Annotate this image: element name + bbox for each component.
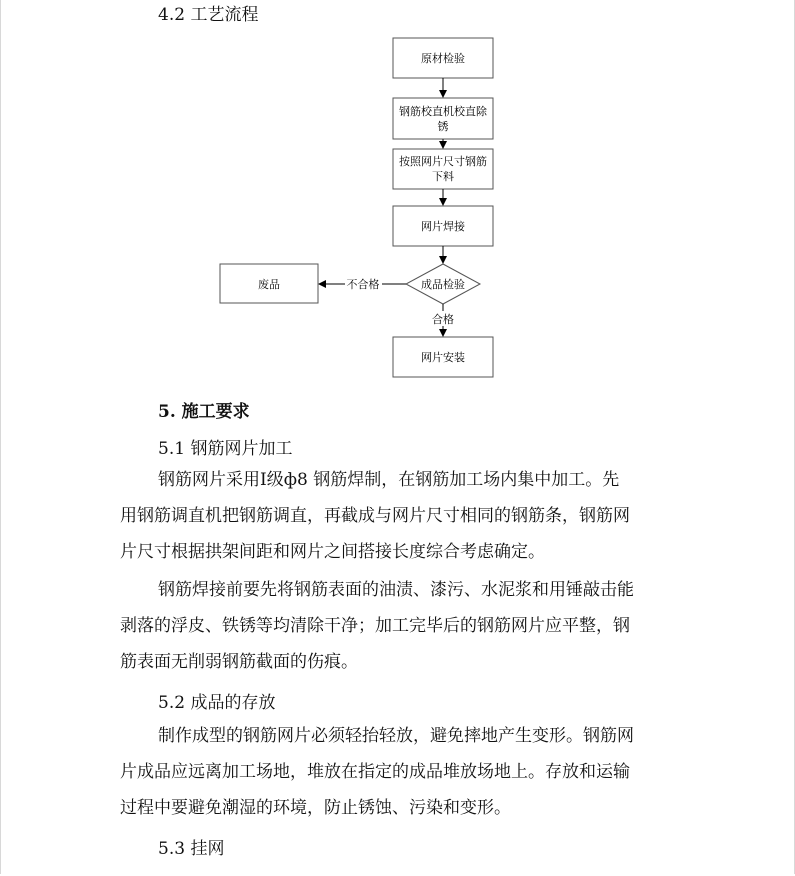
flow-label-straightening-2: 锈 bbox=[437, 120, 449, 133]
paragraph-line: 用钢筋调直机把钢筋调直，再截成与网片尺寸相同的钢筋条，钢筋网 bbox=[120, 506, 630, 526]
section-5-1-heading: 5.1 钢筋网片加工 bbox=[158, 439, 293, 459]
paragraph-line: 剥落的浮皮、铁锈等均清除干净；加工完毕后的钢筋网片应平整，钢 bbox=[120, 616, 630, 636]
flow-label-installation: 网片安装 bbox=[421, 351, 465, 364]
paragraph-line: 过程中要避免潮湿的环境，防止锈蚀、污染和变形。 bbox=[120, 798, 511, 818]
flow-label-straightening-1: 钢筋校直机校直除 bbox=[399, 105, 487, 118]
paragraph-5-2 bbox=[120, 718, 680, 826]
flow-label-pass: 合格 bbox=[432, 313, 454, 326]
flow-label-reject: 废品 bbox=[258, 278, 280, 291]
flow-label-fail: 不合格 bbox=[346, 278, 380, 291]
section-5-heading: 5. 施工要求 bbox=[158, 402, 250, 422]
section-5-3-heading: 5.3 挂网 bbox=[158, 839, 225, 859]
section-4-2-heading: 4.2 工艺流程 bbox=[158, 5, 259, 25]
flow-label-cutting-2: 下料 bbox=[432, 170, 454, 183]
section-5-2-heading: 5.2 成品的存放 bbox=[158, 693, 276, 713]
flow-label-raw-material-inspection: 原材检验 bbox=[421, 52, 465, 65]
flow-label-cutting-1: 按照网片尺寸钢筋 bbox=[399, 155, 487, 168]
process-flowchart bbox=[0, 0, 795, 390]
paragraph-line: 筋表面无削弱钢筋截面的伤痕。 bbox=[120, 652, 358, 672]
flow-label-welding: 网片焊接 bbox=[421, 220, 465, 233]
paragraph-line: 钢筋焊接前要先将钢筋表面的油渍、漆污、水泥浆和用锤敲击能 bbox=[158, 580, 634, 600]
paragraph-line: 制作成型的钢筋网片必须轻抬轻放，避免摔地产生变形。钢筋网 bbox=[158, 726, 634, 746]
paragraph-line: 片尺寸根据拱架间距和网片之间搭接长度综合考虑确定。 bbox=[120, 542, 545, 562]
paragraph-line: 钢筋网片采用Ⅰ级ф8 钢筋焊制，在钢筋加工场内集中加工。先 bbox=[158, 470, 620, 490]
flow-label-product-inspection: 成品检验 bbox=[421, 278, 465, 291]
paragraph-line: 片成品应远离加工场地，堆放在指定的成品堆放场地上。存放和运输 bbox=[120, 762, 630, 782]
paragraph-5-1-a bbox=[120, 462, 680, 570]
paragraph-5-1-b bbox=[120, 572, 680, 680]
